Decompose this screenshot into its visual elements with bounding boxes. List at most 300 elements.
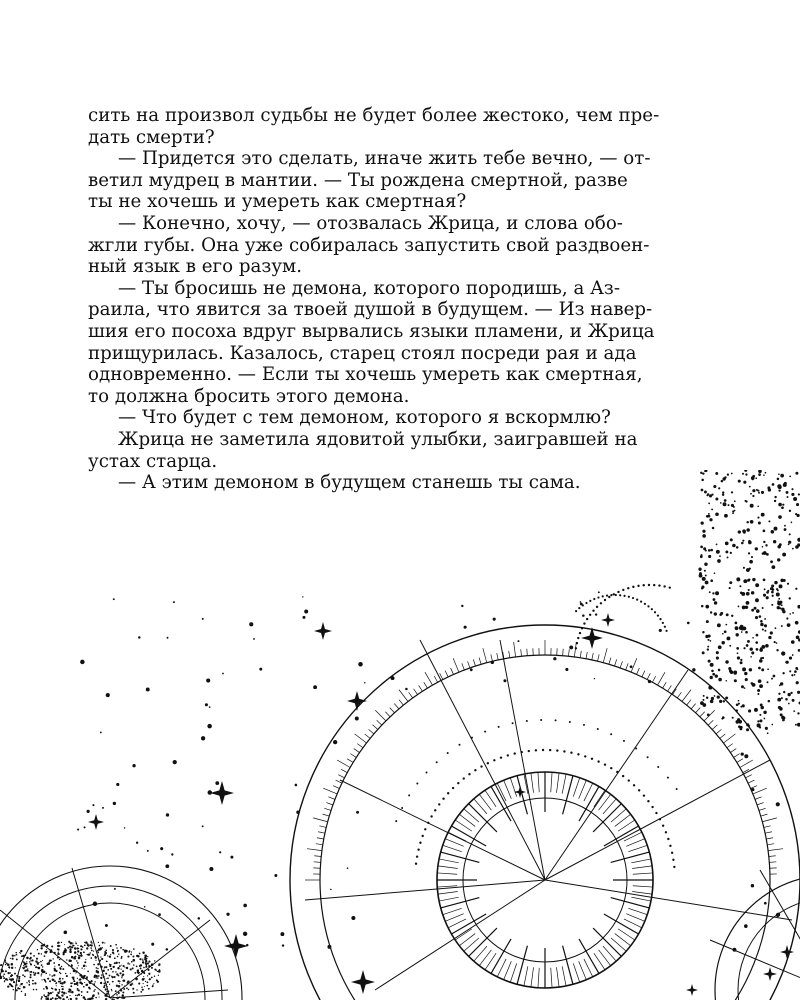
cloud-dot <box>147 981 149 983</box>
cloud-dot <box>3 973 5 975</box>
sun-ray <box>510 963 516 982</box>
constellation-dot <box>113 598 115 600</box>
cloud-dot <box>701 479 704 482</box>
ring-tick <box>355 734 367 743</box>
cloud-dot <box>32 983 34 985</box>
constellation-dot <box>313 685 317 689</box>
cloud-dot <box>790 692 792 694</box>
cloud-dot <box>782 504 784 506</box>
constellation-dot <box>776 642 778 644</box>
cloud-dot <box>54 966 55 967</box>
cloud-dot <box>735 626 739 630</box>
sun-ray <box>556 773 559 793</box>
star-field <box>0 470 800 1000</box>
cloud-dot <box>710 676 713 679</box>
cloud-dot <box>105 983 107 985</box>
cloud-dot <box>758 667 761 670</box>
cloud-dot <box>791 522 793 524</box>
arc-dot <box>606 594 608 596</box>
cloud-dot <box>83 951 85 953</box>
arc-dot <box>604 599 606 601</box>
cloud-dot <box>725 660 728 663</box>
cloud-dot <box>762 607 764 609</box>
cloud-dot <box>100 966 103 969</box>
left-zodiac-wheel <box>0 866 242 1000</box>
cloud-dot <box>45 986 47 988</box>
cloud-dot <box>794 670 797 673</box>
constellation-dot <box>208 790 213 795</box>
constellation-dot <box>116 783 119 786</box>
cloud-dot <box>716 651 719 654</box>
cloud-dot <box>117 967 119 969</box>
cloud-dot <box>56 985 57 986</box>
cloud-dot <box>53 958 54 959</box>
cloud-dot <box>94 981 95 982</box>
ring-tick <box>328 797 335 800</box>
cloud-dot <box>707 493 709 495</box>
arc-dot <box>498 726 500 728</box>
cloud-dot <box>58 964 60 966</box>
arc-dot <box>514 752 516 754</box>
arc-dot <box>575 610 577 612</box>
constellation-dot <box>136 842 138 844</box>
constellation-dot <box>105 924 108 927</box>
cloud-dot <box>19 985 20 986</box>
cloud-dot <box>59 991 60 992</box>
constellation-dot <box>296 811 299 814</box>
cloud-dot <box>120 988 121 989</box>
sun-ray <box>593 804 621 832</box>
cloud-dot <box>119 996 121 998</box>
constellation-dot <box>464 626 467 629</box>
arc-dot <box>589 600 591 602</box>
cloud-dot <box>714 572 716 574</box>
cloud-dot <box>4 980 5 981</box>
cloud-dot <box>114 976 116 978</box>
constellation-dot <box>158 913 161 916</box>
ring-tick <box>769 862 776 863</box>
constellation-dot <box>391 676 395 680</box>
cloud-dot <box>49 974 50 975</box>
cloud-dot <box>6 962 8 964</box>
cloud-dot <box>789 533 791 535</box>
ring-tick <box>765 832 772 833</box>
cloud-dot <box>732 544 736 548</box>
cloud-dot <box>730 538 733 541</box>
ring-tick <box>514 642 516 657</box>
ring-tick <box>716 729 721 734</box>
cloud-dot <box>710 640 712 642</box>
cloud-dot <box>143 972 145 974</box>
cloud-dot <box>147 975 148 976</box>
cloud-dot <box>86 978 88 980</box>
cloud-dot <box>703 695 705 697</box>
cloud-dot <box>128 989 129 990</box>
cloud-dot <box>712 527 715 530</box>
cloud-dot <box>746 521 748 523</box>
cloud-dot <box>70 985 72 987</box>
ring-tick <box>762 818 776 822</box>
ring-tick <box>375 710 386 721</box>
arc-dot <box>512 722 514 724</box>
arc-dot <box>463 777 465 779</box>
cloud-dot <box>41 945 43 947</box>
cloud-dot <box>55 970 57 972</box>
cloud-dot <box>75 995 76 996</box>
cloud-dot <box>100 977 102 979</box>
arc-dot <box>563 750 565 752</box>
cloud-dot <box>43 944 45 946</box>
cloud-dot <box>710 663 714 667</box>
constellation-dot <box>87 810 90 813</box>
cloud-dot <box>83 966 85 968</box>
ring-tick <box>313 818 327 822</box>
sun-ray <box>579 961 587 979</box>
constellation-dot <box>565 668 568 671</box>
cloud-dot <box>727 637 731 641</box>
cloud-dot <box>70 982 72 984</box>
cloud-dot <box>121 965 122 966</box>
cloud-dot <box>29 976 31 978</box>
cloud-dot <box>725 696 728 699</box>
cloud-dot <box>797 514 800 517</box>
ring-tick <box>682 690 691 702</box>
cloud-dot <box>132 956 134 958</box>
ring-tick <box>319 826 326 828</box>
arc-dot <box>643 584 645 586</box>
cloud-dot <box>59 967 61 969</box>
cloud-dot <box>778 489 780 491</box>
ring-tick <box>753 788 767 794</box>
constellation-dot <box>209 706 211 708</box>
sun-ray <box>633 886 653 887</box>
cloud-dot <box>789 476 791 478</box>
cloud-dot <box>789 597 791 599</box>
cloud-dot <box>157 981 159 983</box>
constellation-dot <box>333 740 337 744</box>
constellation-dot <box>741 753 744 756</box>
arc-dot <box>526 720 528 722</box>
cloud-dot <box>77 954 78 955</box>
arc-dot <box>589 614 591 616</box>
cloud-dot <box>121 977 122 978</box>
ring-tick <box>626 663 629 670</box>
arc-dot <box>647 605 649 607</box>
cloud-dot <box>46 949 47 950</box>
arc-dot <box>597 596 599 598</box>
cloud-dot <box>788 544 790 546</box>
cloud-dot <box>725 542 729 546</box>
arc-dot <box>487 762 489 764</box>
cloud-dot <box>114 957 116 959</box>
arc-dot <box>421 835 423 837</box>
cloud-dot <box>717 695 720 698</box>
cloud-dot <box>748 709 751 712</box>
constellation-dot <box>740 627 744 631</box>
constellation-dot <box>517 640 519 642</box>
cloud-dot <box>786 661 789 664</box>
cloud-dot <box>118 962 120 964</box>
cloud-dot <box>761 645 765 649</box>
arc-dot <box>474 769 476 771</box>
cloud-dot <box>120 947 122 949</box>
cloud-dot <box>22 955 24 957</box>
ring-tick <box>734 754 740 758</box>
sun-ray <box>504 961 512 979</box>
cloud-dot <box>18 979 21 982</box>
cloud-dot <box>116 947 118 949</box>
ring-tick <box>333 786 339 789</box>
cloud-dot <box>757 720 759 722</box>
cloud-dot <box>741 685 744 688</box>
cloud-dot <box>37 962 38 963</box>
cloud-dot <box>764 588 766 590</box>
cloud-dot <box>725 550 728 553</box>
cloud-dot <box>774 500 776 502</box>
constellation-dot <box>330 889 332 891</box>
ring-tick <box>527 649 528 656</box>
cloud-dot <box>776 588 778 590</box>
cloud-dot <box>700 546 703 549</box>
cloud-dot <box>87 954 89 956</box>
cloud-dot <box>58 951 59 952</box>
cloud-dot <box>106 991 108 993</box>
cloud-dot <box>62 953 64 955</box>
arc-dot <box>570 752 572 754</box>
cloud-dot <box>763 711 766 714</box>
cloud-dot <box>764 630 766 632</box>
constellation-dot <box>470 668 473 671</box>
cloud-dot <box>704 491 707 494</box>
cloud-dot <box>9 977 10 978</box>
constellation-dot <box>598 591 600 593</box>
cloud-dot <box>724 514 728 518</box>
text-line: — Конечно, хочу, — отозвалась Жрица, и слова обо- <box>118 212 623 234</box>
cloud-dot <box>791 674 793 676</box>
arc-dot <box>665 630 667 632</box>
cloud-dot <box>20 950 22 952</box>
cloud-dot <box>148 961 150 963</box>
cloud-dot <box>138 983 140 985</box>
ring-tick <box>314 862 321 863</box>
cloud-dot <box>23 967 25 969</box>
cloud-dot <box>784 528 787 531</box>
cloud-dot <box>123 980 125 982</box>
constellation-dot <box>165 864 169 868</box>
cloud-dot <box>715 472 718 475</box>
cloud-dot <box>119 983 120 984</box>
cloud-dot <box>702 530 705 533</box>
text-line: — Придется это сделать, иначе жить тебе вечно, — от- <box>118 148 651 170</box>
arc-dot <box>671 852 673 854</box>
cloud-dot <box>780 682 783 685</box>
cloud-dot <box>767 668 769 670</box>
arc-dot <box>408 794 410 796</box>
cloud-dot <box>43 988 45 990</box>
cloud-dot <box>110 945 112 947</box>
cloud-dot <box>116 994 118 996</box>
arc-dot <box>604 763 606 765</box>
cloud-dot <box>77 945 78 946</box>
cloud-dot <box>777 478 780 481</box>
cloud-dot <box>4 959 6 961</box>
arc-dot <box>457 782 459 784</box>
cloud-dot <box>25 993 27 995</box>
ring-tick <box>509 651 510 658</box>
arc-dot <box>622 589 624 591</box>
cloud-dot <box>743 531 746 534</box>
ring-tick <box>737 759 743 763</box>
cloud-dot <box>739 727 742 730</box>
cloud-dot <box>107 969 109 971</box>
constellation-dot <box>304 610 308 614</box>
constellation-dot <box>160 847 163 850</box>
cloud-dot <box>761 491 764 494</box>
cloud-dot <box>5 964 7 966</box>
sun-ray <box>593 928 621 956</box>
cloud-dot <box>755 477 757 479</box>
ring-tick <box>473 659 475 666</box>
cloud-dot <box>715 591 719 595</box>
arc-dot <box>577 753 579 755</box>
cloud-dot <box>49 949 50 950</box>
cloud-dot <box>735 709 738 712</box>
cloud-dot <box>144 970 145 971</box>
cloud-dot <box>145 957 147 959</box>
cloud-dot <box>734 500 736 502</box>
cloud-dot <box>41 996 43 998</box>
cloud-dot <box>107 955 108 956</box>
cloud-dot <box>80 948 82 950</box>
cloud-dot <box>22 974 24 976</box>
cloud-dot <box>763 541 765 543</box>
cloud-dot <box>14 973 16 975</box>
arc-dot <box>480 765 482 767</box>
cloud-dot <box>738 720 742 724</box>
cloud-dot <box>46 945 48 947</box>
cloud-dot <box>99 945 101 947</box>
constellation-dot <box>215 781 219 785</box>
cloud-dot <box>137 971 139 973</box>
cloud-dot <box>99 959 101 961</box>
cloud-dot <box>751 591 754 594</box>
ring-tick <box>658 672 666 685</box>
cloud-dot <box>718 669 721 672</box>
cloud-dot <box>777 558 780 561</box>
cloud-dot <box>8 966 10 968</box>
cloud-dot <box>24 986 25 987</box>
cloud-dot <box>69 995 70 996</box>
cloud-dot <box>116 973 118 975</box>
cloud-dot <box>92 996 93 997</box>
ring-tick <box>677 692 681 698</box>
cloud-dot <box>754 708 758 712</box>
cloud-dot <box>99 948 101 950</box>
ring-tick <box>586 652 587 659</box>
cloud-dot <box>90 952 91 953</box>
sun-ray <box>563 776 573 815</box>
sun-ray <box>445 914 463 922</box>
ring-tick <box>637 668 640 674</box>
cloud-dot <box>794 674 796 676</box>
constellation-dot <box>113 802 116 805</box>
cloud-dot <box>78 955 80 957</box>
arc-dot <box>640 600 642 602</box>
cloud-dot <box>75 942 76 943</box>
cloud-dot <box>765 644 769 648</box>
cloud-dot <box>91 944 93 946</box>
constellation-dot <box>405 688 408 691</box>
cloud-dot <box>20 983 22 985</box>
ring-tick <box>317 838 324 839</box>
cloud-dot <box>62 988 64 990</box>
cloud-dot <box>4 981 6 983</box>
constellation-dot <box>553 657 556 660</box>
constellation-dot <box>92 804 94 806</box>
constellation-dot <box>230 856 233 859</box>
cloud-dot <box>33 989 35 991</box>
cloud-dot <box>777 606 780 609</box>
cloud-dot <box>140 991 142 993</box>
cloud-dot <box>758 470 762 473</box>
cloud-dot <box>795 588 797 590</box>
cloud-dot <box>71 964 72 965</box>
cloud-dot <box>69 948 71 950</box>
cloud-dot <box>744 687 746 689</box>
cloud-dot <box>42 960 43 961</box>
cloud-dot <box>724 499 727 502</box>
cloud-dot <box>749 486 751 488</box>
cloud-dot <box>2 975 4 977</box>
constellation-dot <box>226 913 229 916</box>
sun-ray <box>631 897 651 901</box>
sun-ray <box>556 967 559 987</box>
constellation-dot <box>757 723 761 727</box>
cloud-dot <box>53 974 55 976</box>
arc-dot <box>592 610 594 612</box>
cloud-dot <box>35 966 37 968</box>
arc-dot <box>597 760 599 762</box>
sun-ray <box>632 891 652 894</box>
cloud-dot <box>791 493 794 496</box>
cloud-dot <box>744 672 747 675</box>
cloud-dot <box>132 988 134 990</box>
cloud-dot <box>741 592 745 596</box>
constellation-dot <box>781 651 785 655</box>
cloud-dot <box>746 568 750 572</box>
cloud-dot <box>768 700 771 703</box>
cloud-dot <box>97 952 99 954</box>
cloud-dot <box>33 955 35 957</box>
sun-ray <box>573 963 579 982</box>
cloud-dot <box>141 970 144 973</box>
arc-dot <box>584 755 586 757</box>
cloud-dot <box>97 971 99 973</box>
cloud-dot <box>719 555 721 557</box>
cloud-dot <box>106 952 107 953</box>
sun-ray <box>531 967 534 987</box>
cloud-dot <box>71 956 74 959</box>
cloud-dot <box>750 493 752 495</box>
cloud-dot <box>786 491 789 494</box>
cloud-dot <box>68 965 69 966</box>
sun-ray <box>626 914 644 922</box>
constellation-dot <box>280 932 284 936</box>
ring-tick <box>620 661 622 668</box>
constellation-dot <box>687 622 690 625</box>
cloud-dot <box>770 587 773 590</box>
cloud-dot <box>16 984 17 985</box>
